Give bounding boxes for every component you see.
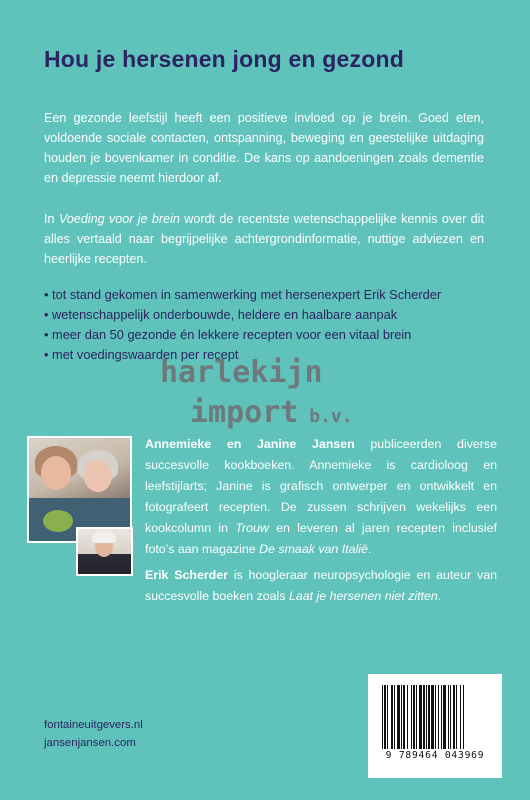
feature-item: • wetenschappelijk onderbouwde, heldere en haalbare aanpak bbox=[44, 307, 398, 322]
newspaper-name: Trouw bbox=[235, 521, 269, 535]
photo-detail bbox=[84, 460, 112, 492]
feature-item: • met voedingswaarden per recept bbox=[44, 347, 239, 362]
barcode-bar bbox=[401, 685, 402, 749]
photo-detail bbox=[41, 456, 71, 490]
barcode-bar bbox=[403, 685, 405, 749]
isbn-number: 9 789464 043969 bbox=[385, 750, 485, 761]
description-rest: wordt de recentste wetenschappelijke kennis over dit alles vertaald naar begrijpelijke achtergrondinformatie, nuttige adviezen en heerlijke recepten. bbox=[44, 212, 484, 266]
book-title: Hou je hersenen jong en gezond bbox=[44, 46, 404, 72]
photo-detail bbox=[92, 531, 116, 543]
watermark-word: import bbox=[190, 395, 299, 430]
barcode-bar bbox=[463, 685, 464, 749]
barcode-bar bbox=[397, 685, 400, 749]
feature-list bbox=[44, 285, 494, 365]
description-lead: In bbox=[44, 212, 59, 226]
barcode-bar bbox=[394, 685, 395, 749]
barcode-bar bbox=[407, 685, 408, 749]
description-paragraph bbox=[44, 209, 484, 269]
barcode-bar bbox=[382, 685, 383, 749]
barcode-bar bbox=[435, 685, 436, 749]
barcode-bar bbox=[423, 685, 425, 749]
barcode-bar bbox=[413, 685, 415, 749]
watermark-suffix: b.v. bbox=[298, 406, 353, 427]
feature-item: • tot stand gekomen in samenwerking met hersenexpert Erik Scherder bbox=[44, 287, 442, 302]
barcode-bar bbox=[448, 685, 449, 749]
barcode-bar bbox=[456, 685, 457, 749]
bio-text: is hoogleraar neuropsychologie en auteur van succesvolle boeken zoals bbox=[145, 568, 497, 603]
book-name-italic: Voeding voor je brein bbox=[58, 212, 180, 226]
barcode-bar bbox=[419, 685, 422, 749]
intro-paragraph: Een gezonde leefstijl heeft een positieve invloed op je brein. Goed eten, voldoende sociale contacten, ontspanning, beweging en geestelijke uitdaging houden je bovenkamer in conditie. De kans op aandoeningen zoals dementie en depressie neemt hierdoor af. bbox=[44, 111, 484, 185]
barcode-bar bbox=[428, 685, 430, 749]
bio-text: . bbox=[367, 542, 372, 556]
barcode-bar bbox=[431, 685, 434, 749]
barcode-bar bbox=[416, 685, 417, 749]
bio-text: . bbox=[437, 589, 442, 603]
author-names: Annemieke en Janine Jansen bbox=[145, 437, 355, 451]
barcode-bar bbox=[391, 685, 393, 749]
barcode-label bbox=[368, 674, 502, 778]
barcode-bar bbox=[450, 685, 451, 749]
magazine-name: De smaak van Italië bbox=[259, 542, 368, 556]
barcode-icon bbox=[380, 685, 492, 749]
authors-bio bbox=[145, 434, 497, 560]
barcode-bar bbox=[426, 685, 427, 749]
barcode-bar bbox=[384, 685, 386, 749]
barcode-bar bbox=[387, 685, 388, 749]
expert-photo bbox=[76, 527, 133, 576]
feature-item: • meer dan 50 gezonde én lekkere recepten voor een vitaal brein bbox=[44, 327, 412, 342]
barcode-bar bbox=[438, 685, 439, 749]
barcode-bar bbox=[441, 685, 442, 749]
publisher-url[interactable]: fontaineuitgevers.nl bbox=[44, 719, 143, 731]
watermark-line: harlekijn bbox=[160, 355, 323, 390]
bio-text: en leveren al jaren recepten inclusief foto’s aan magazine bbox=[145, 521, 497, 556]
authors-url[interactable]: jansenjansen.com bbox=[44, 737, 136, 749]
barcode-bar bbox=[411, 685, 412, 749]
publisher-links bbox=[44, 716, 143, 752]
photo-detail bbox=[43, 510, 73, 532]
barcode-bar bbox=[460, 685, 461, 749]
expert-bio bbox=[145, 565, 497, 607]
barcode-bar bbox=[443, 685, 446, 749]
expert-book-title: Laat je hersenen niet zitten bbox=[288, 589, 438, 603]
watermark-line bbox=[190, 395, 353, 430]
expert-name: Erik Scherder bbox=[145, 568, 228, 582]
bio-text: publiceerden diverse succesvolle kookboeken. Annemieke is cardioloog en leefstijlarts; Janine is grafisch ontwerper en ontwikkelt en fotografeert recepten. De zussen schrijven wekelijks een kookcolumn in bbox=[145, 437, 497, 535]
barcode-bar bbox=[453, 685, 455, 749]
